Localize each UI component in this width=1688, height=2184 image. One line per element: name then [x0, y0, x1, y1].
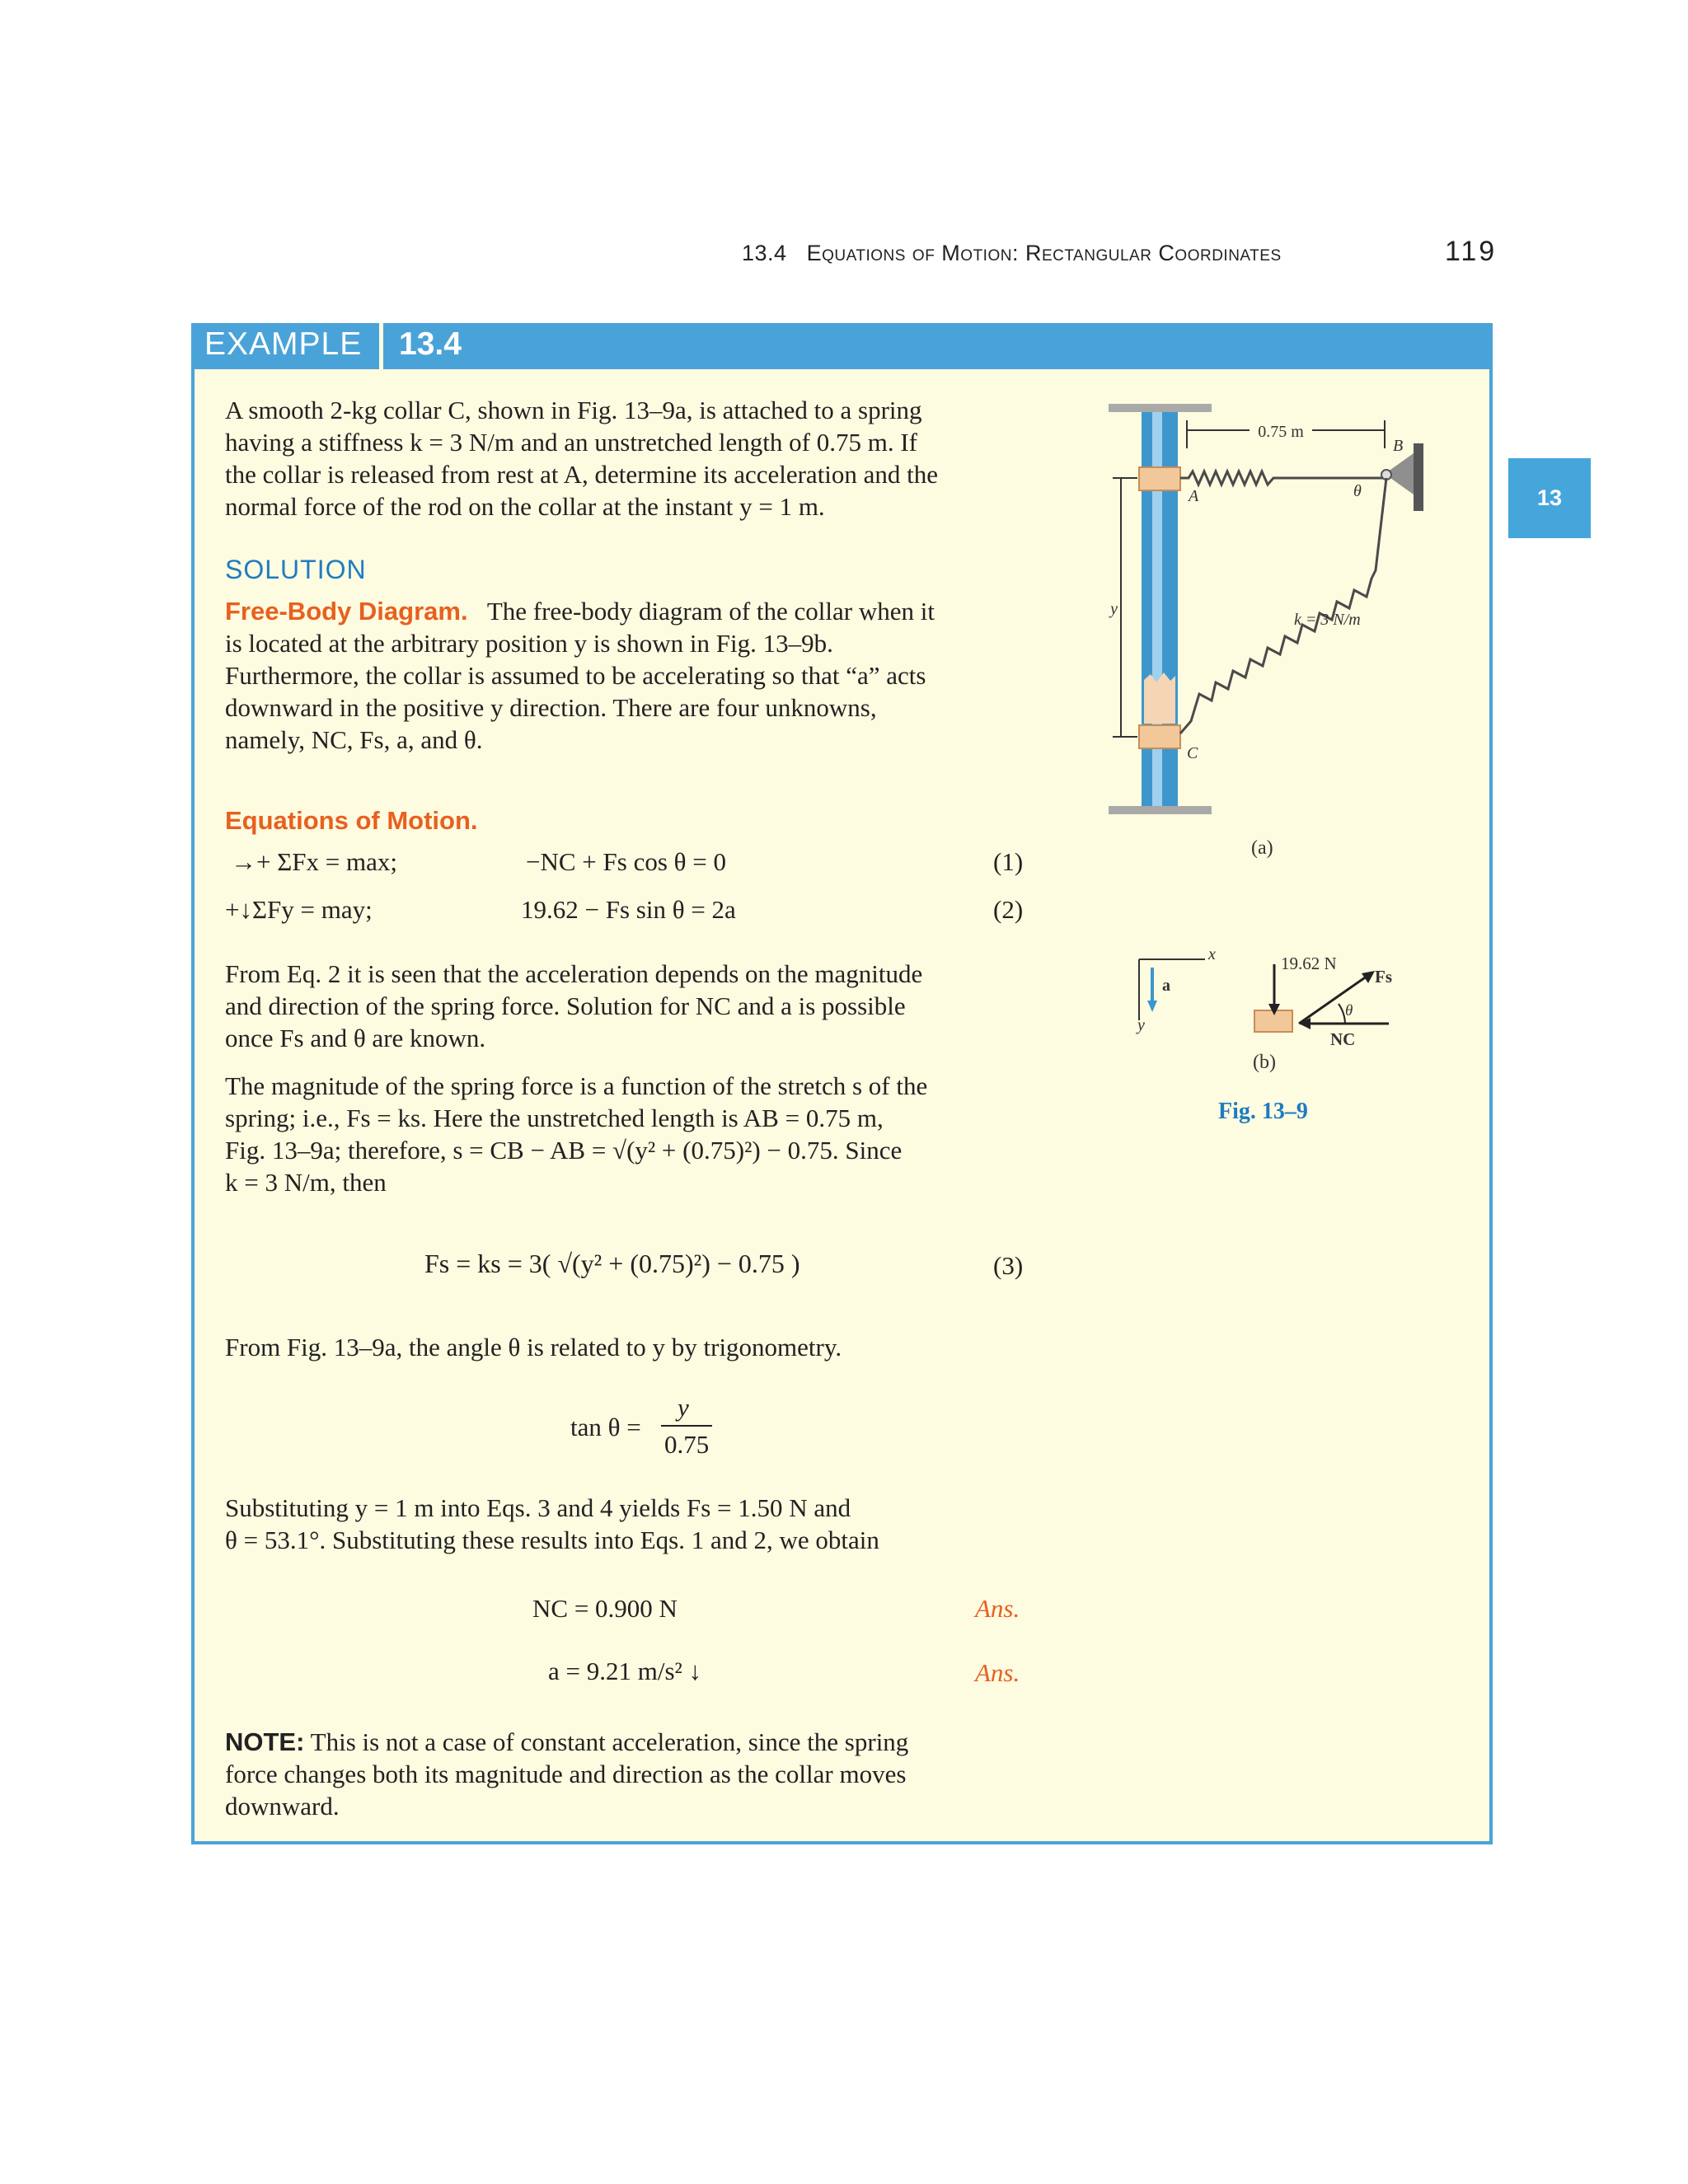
example-title-separator: [379, 323, 383, 369]
note-paragraph: [225, 1726, 1026, 1822]
text-line: k = 3 N/m, then: [225, 1168, 387, 1197]
fbd-line: Furthermore, the collar is assumed to be accelerating so that “a” acts: [225, 661, 926, 690]
text-line: and direction of the spring force. Solution for NC and a is possible: [225, 991, 906, 1020]
example-label: EXAMPLE: [204, 326, 363, 362]
wall-bracket: [1414, 443, 1423, 511]
text-line: Fig. 13–9a; therefore, s = CB − AB = √(y² + (0.75)²) − 0.75. Since: [225, 1136, 903, 1165]
top-support: [1109, 404, 1212, 412]
problem-line: normal force of the rod on the collar at the instant y = 1 m.: [225, 492, 825, 521]
eq3-number: (3): [993, 1251, 1024, 1280]
text-line: θ = 53.1°. Substituting these results into Eqs. 1 and 2, we obtain: [225, 1526, 879, 1554]
eq1-left: →+ ΣFx = max;: [231, 847, 397, 876]
answer-normal-force: NC = 0.900 N: [532, 1594, 678, 1623]
text-line: Substituting y = 1 m into Eqs. 3 and 4 yields Fs = 1.50 N and: [225, 1493, 851, 1522]
label-y: y: [1110, 600, 1118, 618]
figure-caption: Fig. 13–9: [1218, 1099, 1308, 1124]
label-weight: 19.62 N: [1281, 954, 1337, 973]
eq2-right: 19.62 − Fs sin θ = 2a: [521, 895, 736, 924]
label-spring-constant: k = 3 N/m: [1294, 611, 1361, 629]
label-axis-y: y: [1137, 1016, 1145, 1034]
fbd-line: downward in the positive y direction. There are four unknowns,: [225, 693, 877, 722]
problem-statement: [225, 394, 1026, 523]
solution-heading: SOLUTION: [225, 555, 367, 584]
problem-line: A smooth 2-kg collar C, shown in Fig. 13–9a, is attached to a spring: [225, 396, 922, 424]
angle-arc: [1339, 1004, 1345, 1024]
paragraph-substitution: [225, 1492, 1026, 1556]
note-label: NOTE:: [225, 1727, 305, 1756]
running-header: [742, 241, 1282, 266]
note-line: force changes both its magnitude and direction as the collar moves: [225, 1760, 907, 1788]
collar-c: [1139, 725, 1180, 748]
eq2-number: (2): [993, 895, 1024, 924]
fbd-heading: Free-Body Diagram.: [225, 597, 468, 626]
figure-b-label: (b): [1253, 1052, 1276, 1073]
chapter-tab: 13: [1508, 458, 1591, 538]
eq3: Fs = ks = 3( √(y² + (0.75)²) − 0.75 ): [424, 1249, 800, 1278]
fraction-bar: [661, 1425, 712, 1427]
label-normal-force: NC: [1330, 1029, 1356, 1047]
fbd-paragraph: [225, 595, 1026, 756]
section-title-1: Equations of Motion:: [806, 241, 1019, 265]
spring-stretched: [1180, 478, 1386, 733]
answer-label: Ans.: [975, 1658, 1020, 1687]
spring-force-arrow: [1299, 974, 1370, 1024]
label-a: A: [1189, 487, 1199, 505]
example-number: 13.4: [399, 326, 462, 362]
answer-label: Ans.: [975, 1594, 1020, 1623]
fbd-line: The free-body diagram of the collar when it: [486, 597, 935, 626]
problem-line: having a stiffness k = 3 N/m and an unstretched length of 0.75 m. If: [225, 428, 917, 457]
page-number: 119: [1445, 236, 1498, 267]
problem-line: the collar is released from rest at A, determine its acceleration and the: [225, 460, 939, 489]
collar-a: [1139, 467, 1180, 490]
eom-heading: Equations of Motion.: [225, 806, 478, 835]
figure-a-label: (a): [1251, 837, 1273, 859]
bottom-support: [1109, 806, 1212, 814]
paragraph-trig: From Fig. 13–9a, the angle θ is related to y by trigonometry.: [225, 1333, 842, 1361]
note-line: This is not a case of constant acceleration, since the spring: [310, 1727, 909, 1756]
text-line: The magnitude of the spring force is a function of the stretch s of the: [225, 1071, 928, 1100]
text-line: From Eq. 2 it is seen that the acceleration depends on the magnitude: [225, 959, 923, 988]
text-line: once Fs and θ are known.: [225, 1024, 486, 1052]
eq1-right: −NC + Fs cos θ = 0: [526, 847, 726, 876]
note-line: downward.: [225, 1792, 340, 1821]
label-axis-x: x: [1208, 945, 1216, 963]
label-theta: θ: [1353, 482, 1362, 500]
fbd-line: namely, NC, Fs, a, and θ.: [225, 725, 483, 754]
eq4-denominator: 0.75: [664, 1430, 710, 1459]
fbd-line: is located at the arbitrary position y is shown in Fig. 13–9b.: [225, 629, 833, 658]
example-title-bar: [191, 323, 1493, 369]
text-line: spring; i.e., Fs = ks. Here the unstretched length is AB = 0.75 m,: [225, 1104, 884, 1132]
answer-acceleration: a = 9.21 m/s² ↓: [548, 1657, 702, 1685]
label-dimension: 0.75 m: [1258, 423, 1304, 441]
label-angle: θ: [1345, 1002, 1353, 1019]
label-spring-force: Fs: [1375, 967, 1392, 987]
paragraph-spring-force: [225, 1070, 1026, 1198]
label-c: C: [1187, 744, 1198, 762]
label-acceleration: a: [1162, 977, 1170, 995]
eq1-number: (1): [993, 847, 1024, 876]
paragraph-acceleration: [225, 958, 1026, 1054]
eq4-numerator: y: [678, 1393, 689, 1422]
figure-b-free-body-diagram: [1129, 940, 1409, 1047]
eq2-left: +↓ΣFy = may;: [225, 895, 373, 924]
section-number: 13.4: [742, 241, 787, 265]
figure-a-collar-spring: [1096, 396, 1451, 857]
eq4-left: tan θ =: [570, 1413, 641, 1441]
label-b: B: [1393, 437, 1404, 455]
section-title-2: Rectangular Coordinates: [1025, 241, 1282, 265]
